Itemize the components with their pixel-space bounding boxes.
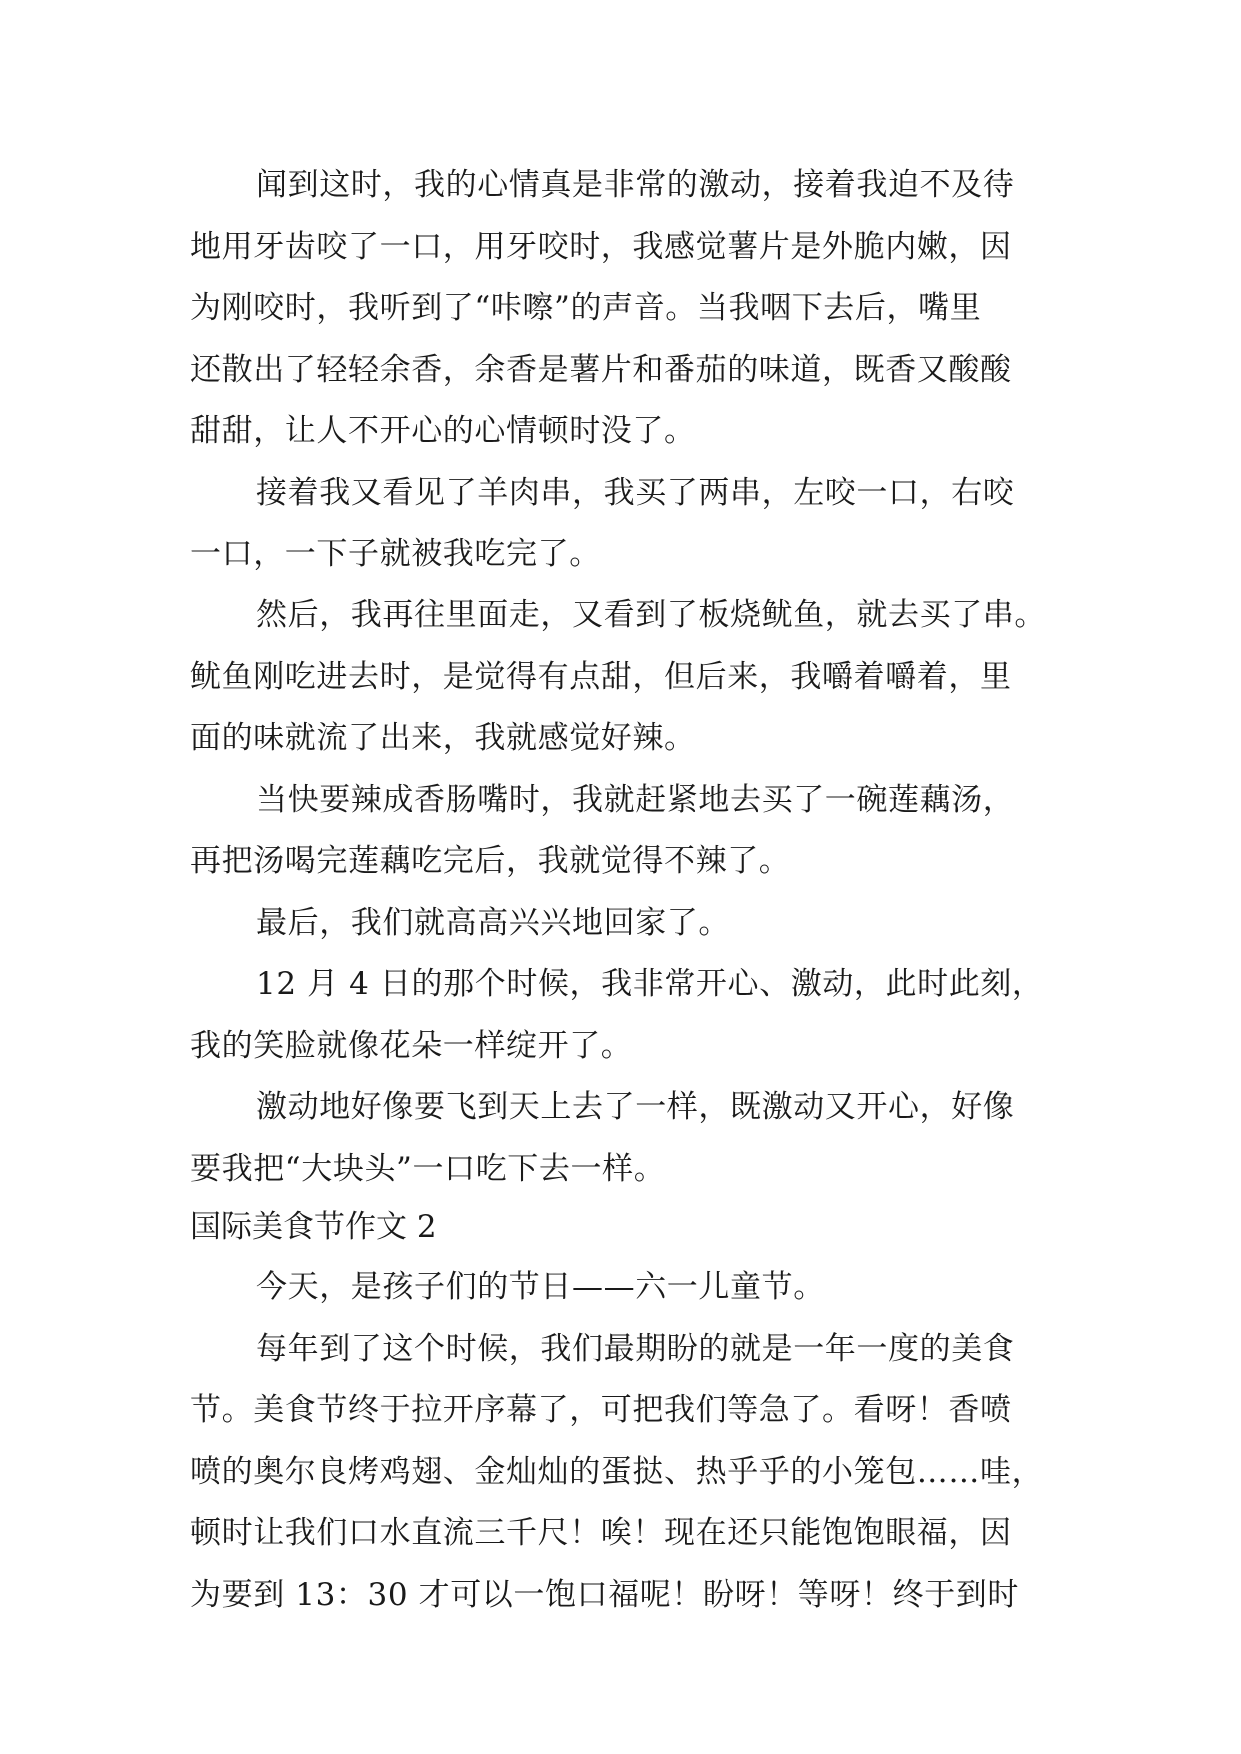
- text-line: 顿时让我们口水直流三千尺！唉！现在还只能饱饱眼福，因: [190, 1515, 1012, 1551]
- text-line: 面的味就流了出来，我就感觉好辣。: [190, 720, 696, 756]
- text-line: 还散出了轻轻余香，余香是薯片和番茄的味道，既香又酸酸: [190, 352, 1012, 388]
- text-line: 为刚咬时，我听到了“咔嚓”的声音。当我咽下去后，嘴里: [190, 290, 982, 326]
- text-line: 今天，是孩子们的节日——六一儿童节。: [256, 1269, 825, 1305]
- text-line: 甜甜，让人不开心的心情顿时没了。: [190, 413, 696, 449]
- text-line: 每年到了这个时候，我们最期盼的就是一年一度的美食: [256, 1331, 1015, 1367]
- text-line: 12 月 4 日的那个时候，我非常开心、激动，此时此刻，: [256, 966, 1044, 1002]
- text-line: 当快要辣成香肠嘴时，我就赶紧地去买了一碗莲藕汤，: [256, 782, 1015, 818]
- text-line: 要我把“大块头”一口吃下去一样。: [190, 1151, 666, 1187]
- section-heading: 国际美食节作文 2: [190, 1209, 437, 1245]
- text-line: 再把汤喝完莲藕吃完后，我就觉得不辣了。: [190, 843, 791, 879]
- text-line: 喷的奥尔良烤鸡翅、金灿灿的蛋挞、热乎乎的小笼包……哇，: [190, 1454, 1044, 1490]
- text-line: 为要到 13：30 才可以一饱口福呢！盼呀！等呀！终于到时: [190, 1577, 1019, 1613]
- text-line: 闻到这时，我的心情真是非常的激动，接着我迫不及待: [256, 167, 1015, 203]
- text-line: 然后，我再往里面走，又看到了板烧鱿鱼，就去买了串。: [256, 597, 1046, 633]
- text-line: 一口，一下子就被我吃完了。: [190, 536, 601, 572]
- text-line: 鱿鱼刚吃进去时，是觉得有点甜，但后来，我嚼着嚼着，里: [190, 659, 1012, 695]
- text-line: 地用牙齿咬了一口，用牙咬时，我感觉薯片是外脆内嫩，因: [190, 229, 1012, 265]
- text-line: 接着我又看见了羊肉串，我买了两串，左咬一口，右咬: [256, 475, 1015, 511]
- text-line: 我的笑脸就像花朵一样绽开了。: [190, 1028, 633, 1064]
- text-line: 激动地好像要飞到天上去了一样，既激动又开心，好像: [256, 1089, 1015, 1125]
- text-line: 节。美食节终于拉开序幕了，可把我们等急了。看呀！香喷: [190, 1392, 1012, 1428]
- text-line: 最后，我们就高高兴兴地回家了。: [256, 905, 730, 941]
